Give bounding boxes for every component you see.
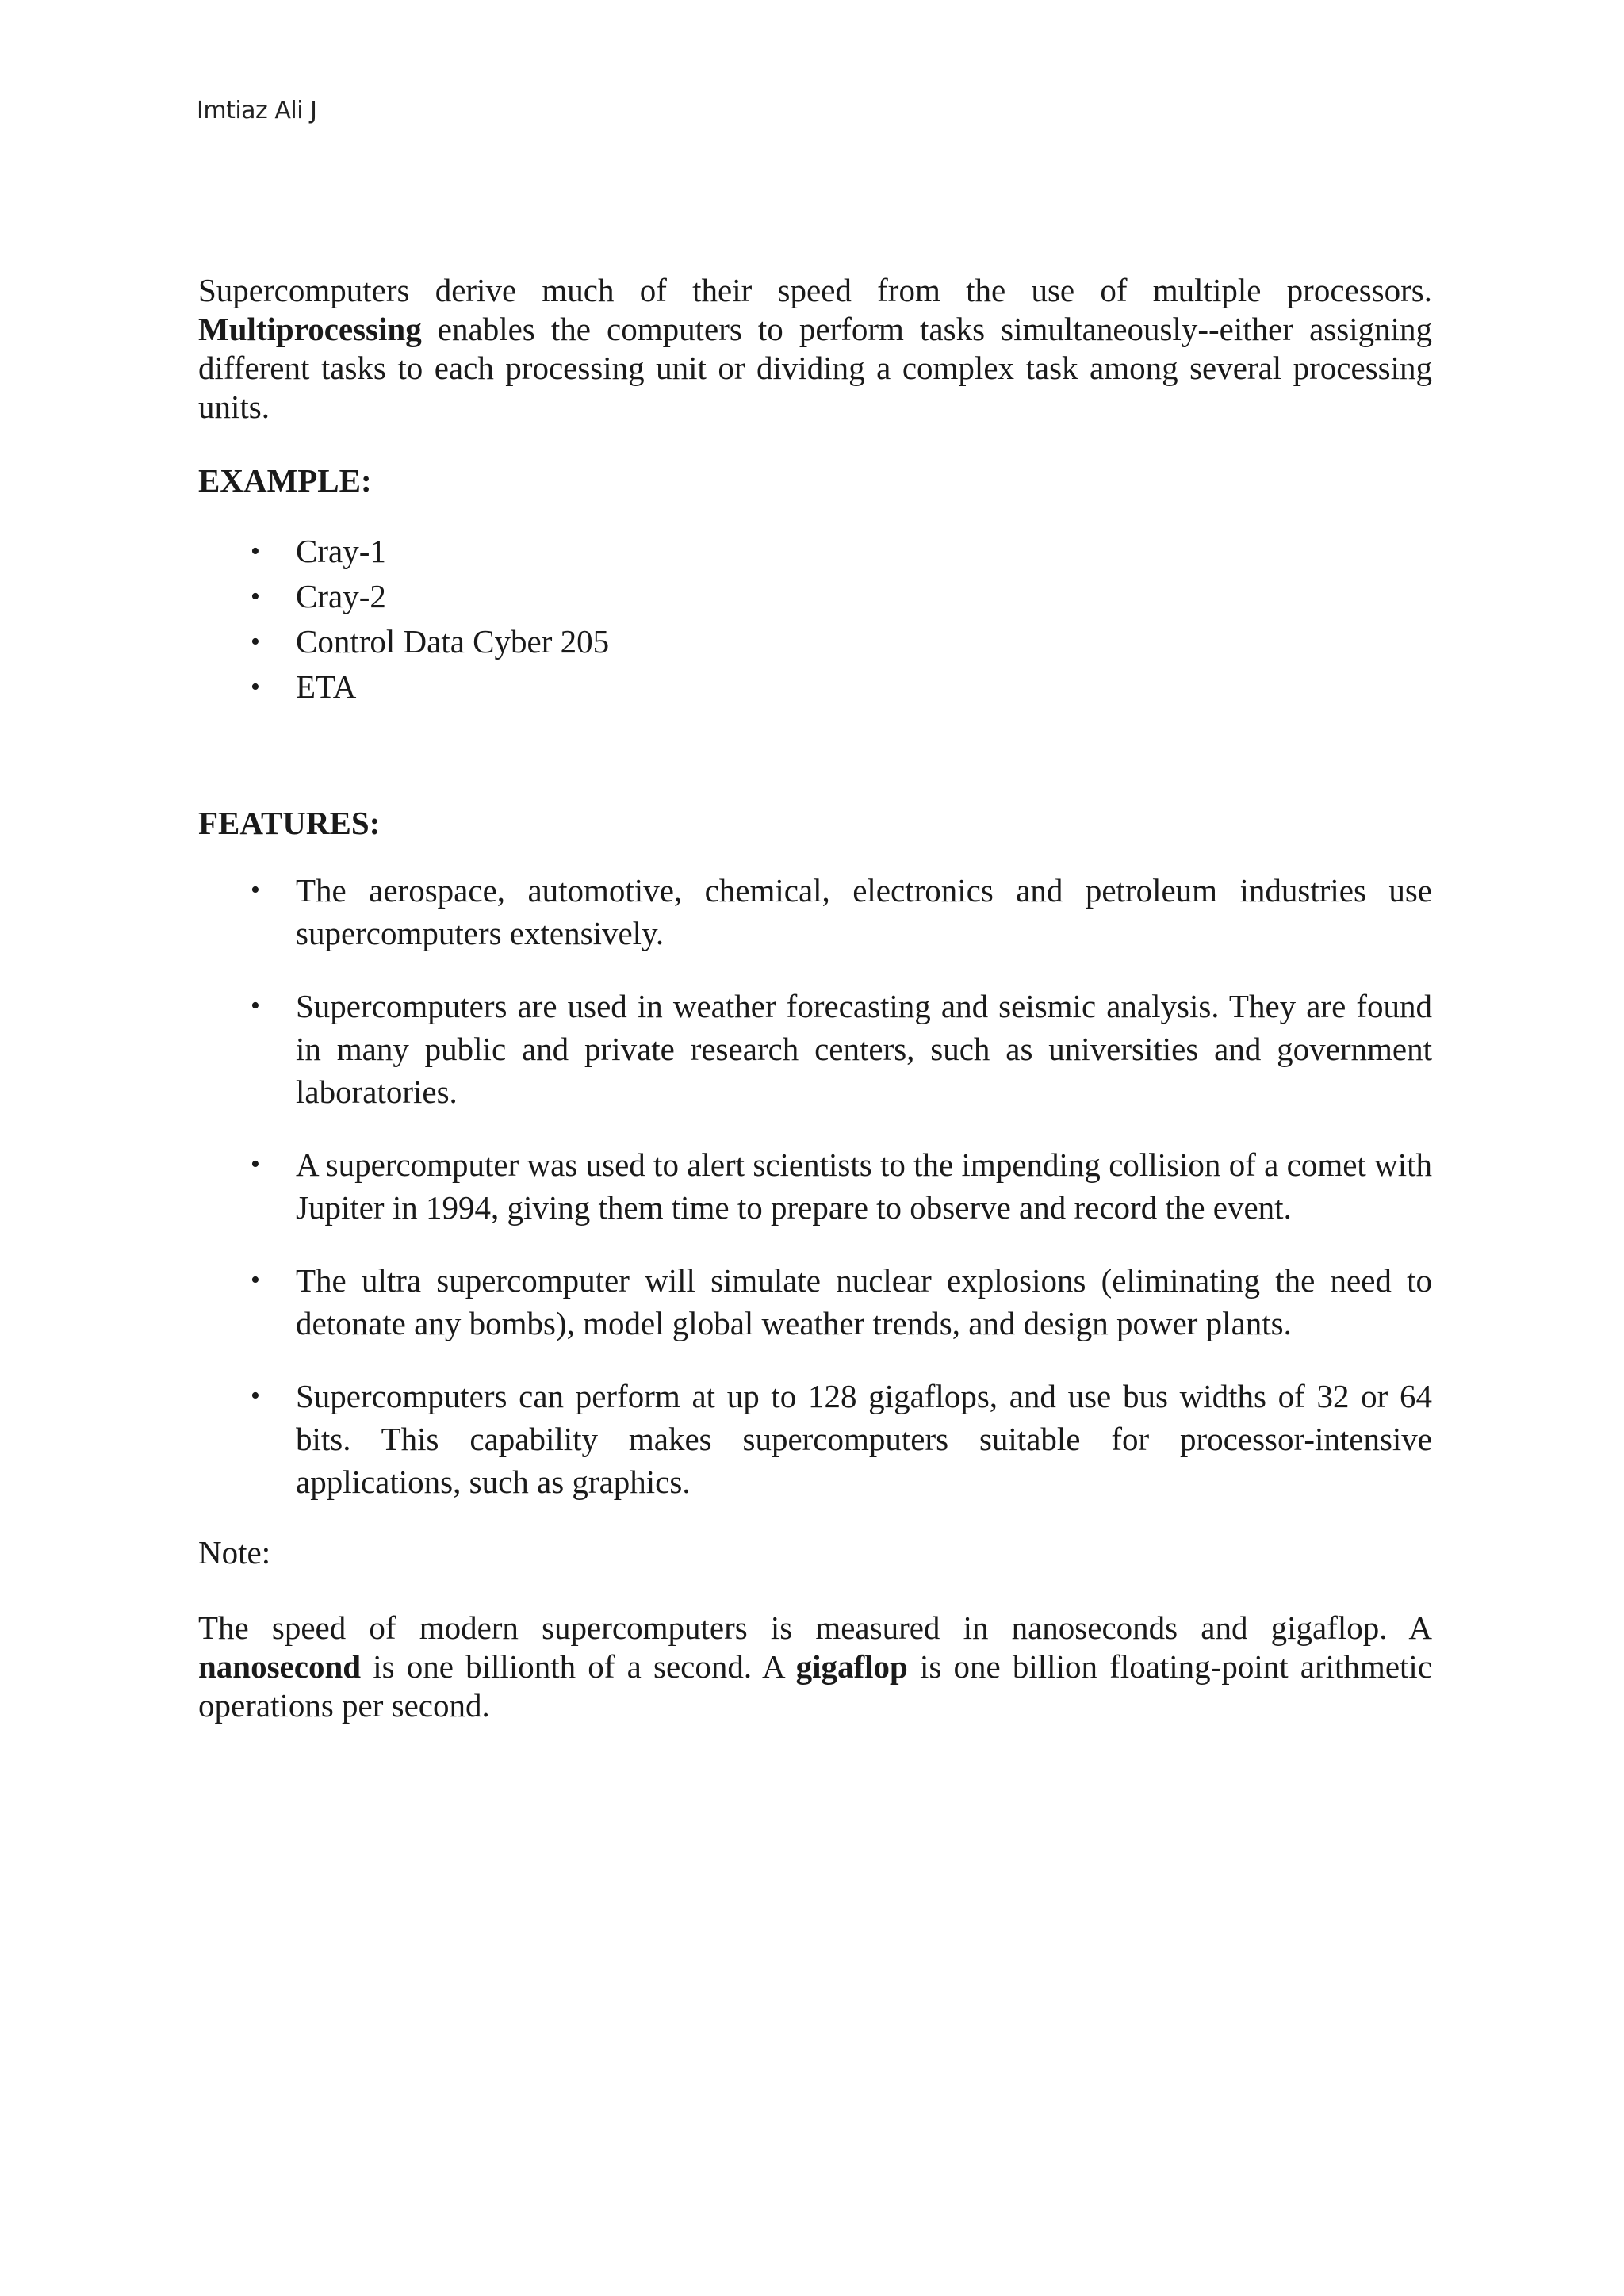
feature-item-text: The ultra supercomputer will simulate nuclear explosions (eliminating the need to detonate any bombs), model global weather trends, and design power plants. [296, 1262, 1432, 1341]
feature-item-text: A supercomputer was used to alert scientists to the impending collision of a comet with Jupiter in 1994, giving them time to prepare to observe and record the event. [296, 1146, 1432, 1226]
page-header-author: Imtiaz Ali J [197, 97, 317, 124]
list-item [198, 664, 1432, 710]
example-item-label: Cray-2 [296, 578, 386, 614]
list-item [198, 619, 1432, 664]
document-body [198, 271, 1432, 1725]
list-item [198, 574, 1432, 619]
note-label: Note: [198, 1534, 271, 1571]
note-text-1: The speed of modern supercomputers is measured in nanoseconds and gigaflop. A [198, 1609, 1432, 1646]
note-paragraph [198, 1609, 1432, 1725]
bullet-icon: • [251, 991, 260, 1020]
note-text-3: is one billion floating-point arithmetic operations per second. [198, 1648, 1432, 1724]
list-item [198, 529, 1432, 574]
list-item [198, 1259, 1432, 1345]
list-item [198, 1143, 1432, 1229]
bullet-icon: • [251, 1265, 260, 1295]
intro-text-1: Supercomputers derive much of their speed from the use of multiple processors. [198, 272, 1432, 308]
multiprocessing-term: Multiprocessing [198, 311, 422, 347]
example-item-label: ETA [296, 668, 357, 705]
list-item [198, 869, 1432, 955]
intro-text-2: enables the computers to perform tasks simultaneously--either assigning different tasks to each processing unit or dividing a complex task among several processing units. [198, 311, 1432, 425]
bullet-icon: • [251, 875, 260, 905]
list-item [198, 1375, 1432, 1503]
bullet-icon: • [251, 627, 260, 656]
bullet-icon: • [251, 672, 260, 702]
example-item-label: Cray-1 [296, 533, 386, 569]
bullet-icon: • [251, 582, 260, 611]
bullet-icon: • [251, 537, 260, 566]
example-heading: EXAMPLE: [198, 462, 372, 499]
bullet-icon: • [251, 1150, 260, 1179]
list-item [198, 985, 1432, 1113]
bullet-icon: • [251, 1381, 260, 1410]
note-text-2: is one billionth of a second. A [361, 1648, 796, 1685]
features-list [198, 869, 1432, 1503]
feature-item-text: The aerospace, automotive, chemical, electronics and petroleum industries use supercomputers extensively. [296, 872, 1432, 951]
gigaflop-term: gigaflop [795, 1648, 908, 1685]
nanosecond-term: nanosecond [198, 1648, 362, 1685]
features-heading: FEATURES: [198, 805, 381, 841]
feature-item-text: Supercomputers are used in weather forecasting and seismic analysis. They are found in many public and private research centers, such as universities and government laboratories. [296, 988, 1432, 1110]
example-item-label: Control Data Cyber 205 [296, 623, 610, 660]
feature-item-text: Supercomputers can perform at up to 128 gigaflops, and use bus widths of 32 or 64 bits. This capability makes supercomputers suitable for processor-intensive applications, such as graphics. [296, 1378, 1432, 1500]
intro-paragraph [198, 271, 1432, 427]
example-list [198, 529, 1432, 710]
